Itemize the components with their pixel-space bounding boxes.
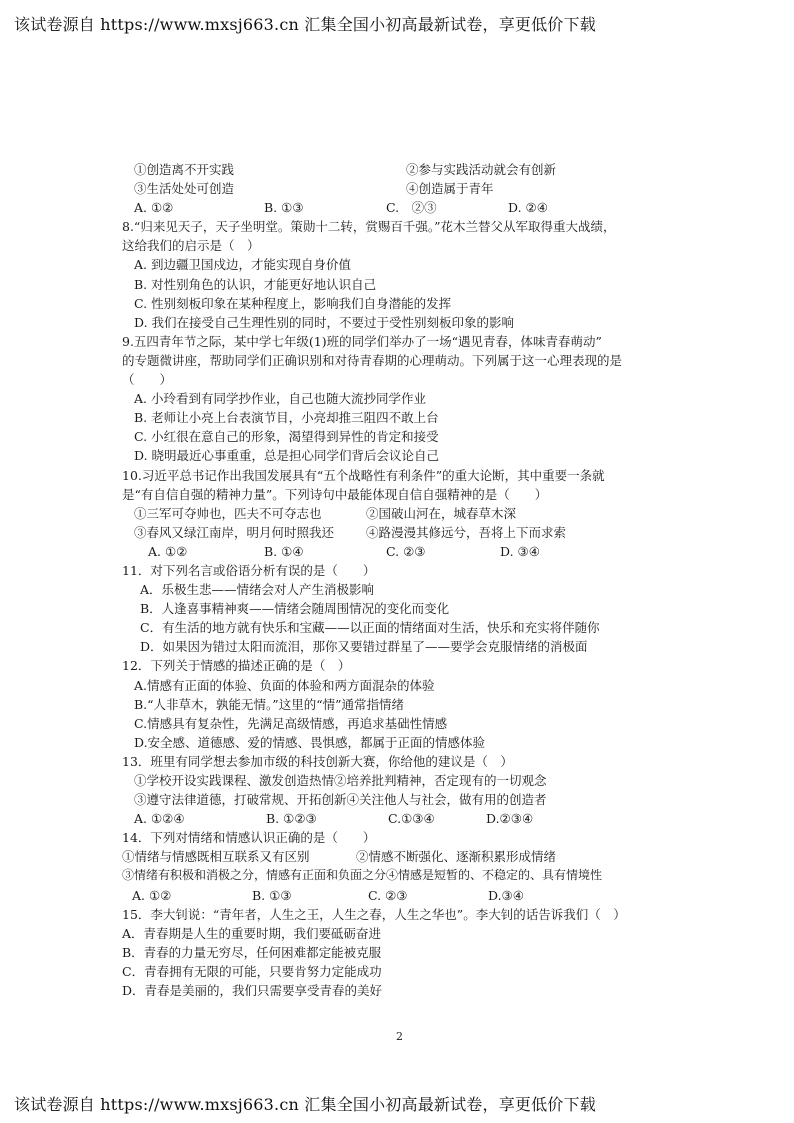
q10-option-4: ④路漫漫其修远兮，吾将上下而求索 (366, 524, 567, 540)
q12-option-b: B.“人非草木，孰能无情。”这里的“情”通常指情绪 (134, 696, 404, 712)
q7-options-row1 (122, 160, 682, 179)
q12-option-d: D.安全感、道德感、爱的情感、畏惧感，都属于正面的情感体验 (134, 734, 486, 750)
q9-option-a: A. 小玲看到有同学抄作业，自己也随大流抄同学作业 (134, 391, 426, 407)
q14-option-1: ①情绪与情感既相互联系又有区别 (122, 849, 310, 865)
q7-option-2: ②参与实践活动就会有创新 (406, 162, 557, 177)
q7-option-4: ④创造属于青年 (406, 181, 494, 197)
q10-option-1: ①三军可夺帅也，匹夫不可夺志也 (134, 505, 322, 521)
q10-choices (122, 542, 682, 561)
source-banner-bottom: 该试卷源自 https://www.mxsj663.cn 汇集全国小初高最新试卷，享更低价下载 (14, 1095, 596, 1114)
q9-option-c: C. 小红很在意自己的形象，渴望得到异性的肯定和接受 (134, 429, 439, 445)
q7-choice-c: C. ②③ (386, 200, 437, 216)
q7-choice-d: D. ②④ (508, 200, 548, 216)
q12-option-a: A.情感有正面的体验、负面的体验和两方面混杂的体验 (134, 677, 435, 693)
q8-option-a: A. 到边疆卫国戍边，才能实现自身价值 (134, 257, 351, 273)
q8-stem-line1: 8.“归来见天子，天子坐明堂。策勋十二转，赏赐百千强。”花木兰替父从军取得重大战绩， (122, 219, 616, 235)
source-banner-top: 该试卷源自 https://www.mxsj663.cn 汇集全国小初高最新试卷，享更低价下载 (14, 15, 596, 34)
q13-options-line2: ③遵守法律道德，打破常规、开拓创新④关注他人与社会，做有用的创造者 (134, 792, 547, 808)
q9-stem-line3: （ ） (122, 372, 173, 388)
q14-options-line2: ③情绪有积极和消极之分，情感有正面和负面之分④情感是短暂的、不稳定的、具有情境性 (122, 868, 603, 883)
q10-option-2: ②国破山河在，城春草木深 (366, 505, 517, 521)
q9-option-b: B. 老师让小亮上台表演节目，小亮却推三阻四不敢上台 (134, 410, 439, 426)
q9-option-d: D. 晓明最近心事重重，总是担心同学们背后会议论自己 (134, 448, 440, 464)
q15-option-b: B．青春的力量无穷尽，任何困难都定能被克服 (122, 944, 382, 960)
q14-choice-b: B. ①③ (252, 887, 292, 903)
q15-option-c: C．青春拥有无限的可能，只要肯努力定能成功 (122, 963, 382, 979)
q14-choice-c: C. ②③ (368, 887, 408, 903)
q11-option-b: B．人逢喜事精神爽——情绪会随周围情况的变化而变化 (140, 601, 450, 617)
q14-options-row1 (122, 847, 682, 866)
q13-choice-c: C.①③④ (388, 811, 435, 827)
q14-choice-a: A. ①② (132, 887, 172, 903)
q10-option-3: ③春风又绿江南岸，明月何时照我还 (134, 524, 335, 540)
question-content (122, 160, 682, 1000)
q11-stem: 11．对下列名言或俗语分析有误的是（ ） (122, 562, 376, 578)
q7-option-1: ①创造离不开实践 (134, 162, 235, 177)
q9-stem-line2: 的专题微讲座，帮助同学们正确识别和对待青春期的心理萌动。下列属于这一心理表现的是 (122, 352, 623, 368)
q13-choice-a: A. ①②④ (134, 811, 185, 827)
q10-stem-line2: 是“有自信自强的精神力量”。下列诗句中最能体现自信自强精神的是（ ） (122, 486, 548, 502)
q13-choices (122, 809, 682, 828)
q7-options-row2 (122, 179, 682, 198)
q10-choice-d: D. ③④ (500, 543, 540, 559)
q11-option-c: C．有生活的地方就有快乐和宝藏——以正面的情绪面对生活，快乐和充实将伴随你 (140, 620, 600, 636)
q10-options-row1 (122, 504, 682, 523)
q15-option-a: A．青春期是人生的重要时期，我们要砥砺奋进 (122, 925, 382, 941)
q14-option-2: ②情感不断强化、逐渐积累形成情绪 (356, 849, 557, 865)
q11-option-d: D．如果因为错过太阳而流泪，那你又要错过群星了——要学会克服情绪的消极面 (140, 639, 588, 655)
q9-stem-line1: 9.五四青年节之际，某中学七年级(1)班的同学们举办了一场“遇见青春，体味青春萌动” (122, 333, 602, 349)
q13-stem: 13．班里有同学想去参加市级的科技创新大赛，你给他的建议是（ ） (122, 753, 513, 769)
page-number: 2 (396, 1030, 403, 1043)
q14-choices (122, 886, 682, 905)
q8-option-c: C. 性别刻板印象在某种程度上，影响我们自身潜能的发挥 (134, 295, 452, 311)
q12-stem: 12．下列关于情感的描述正确的是（ ） (122, 658, 351, 674)
q14-stem: 14．下列对情绪和情感认识正确的是（ ） (122, 830, 376, 846)
q13-options-line1: ①学校开设实践课程、激发创造热情②培养批判精神，否定现有的一切观念 (134, 773, 547, 788)
q14-choice-d: D.③④ (488, 887, 524, 903)
q11-option-a: A．乐极生悲——情绪会对人产生消极影响 (140, 582, 375, 598)
q10-choice-c: C. ②③ (386, 543, 426, 559)
q10-options-row2 (122, 523, 682, 542)
q7-choices (122, 198, 682, 217)
q13-choice-d: D.②③④ (486, 811, 534, 827)
q7-choice-b: B. ①③ (264, 200, 304, 216)
q10-choice-b: B. ①④ (264, 543, 304, 559)
q8-option-b: B. 对性别角色的认识，才能更好地认识自己 (134, 276, 377, 292)
q12-option-c: C.情感具有复杂性，先满足高级情感，再追求基础性情感 (134, 715, 448, 731)
q10-stem-line1: 10.习近平总书记作出我国发展具有“五个战略性有利条件”的重大论断，其中重要一条就 (122, 467, 605, 483)
q7-option-3: ③生活处处可创造 (134, 181, 235, 197)
q7-choice-a: A. ①② (134, 200, 174, 216)
q15-option-d: D．青春是美丽的，我们只需要享受青春的美好 (122, 983, 383, 999)
q10-choice-a: A. ①② (148, 543, 188, 559)
q8-stem-line2: 这给我们的启示是（ ） (122, 238, 260, 254)
q8-option-d: D. 我们在接受自己生理性别的同时，不要过于受性别刻板印象的影响 (134, 314, 515, 330)
q13-choice-b: B. ①②③ (266, 811, 317, 827)
q15-stem: 15．李大钊说：“青年者，人生之王，人生之春，人生之华也”。李大钊的话告诉我们（ ） (122, 906, 626, 922)
